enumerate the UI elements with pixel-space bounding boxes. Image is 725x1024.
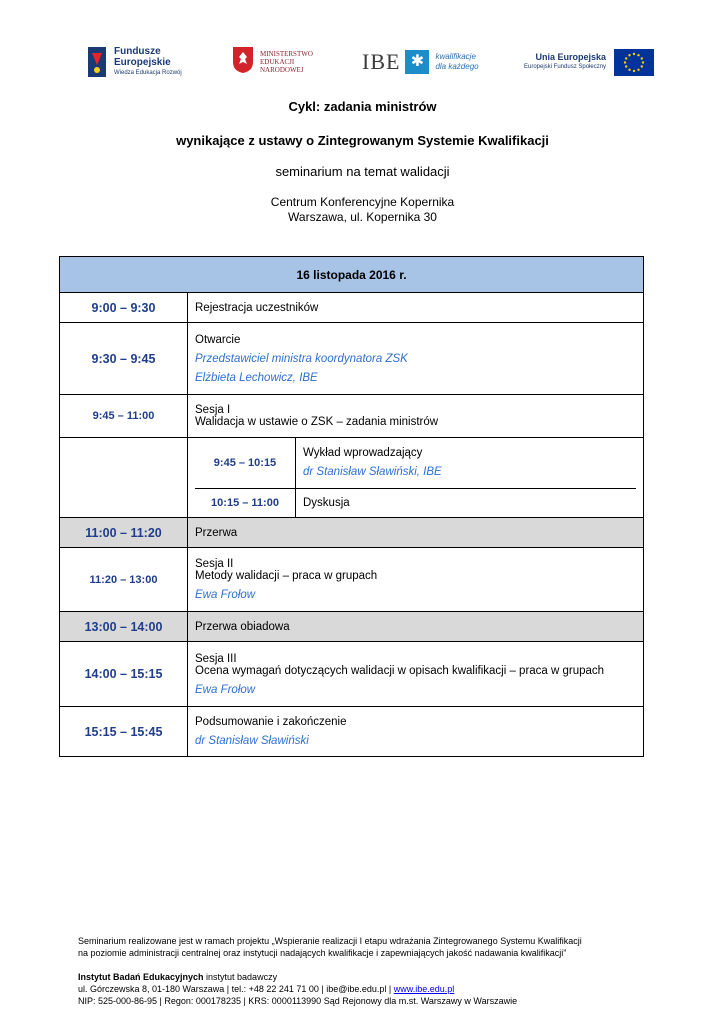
table-row: [60, 518, 644, 548]
ibe-slogan1: kwalifikacje: [435, 52, 476, 61]
footer-address: [78, 983, 678, 995]
ue-line1: Unia Europejska: [535, 52, 607, 62]
mn-line1: MINISTERSTWO: [260, 50, 313, 58]
agenda-date: 16 listopada 2016 r.: [60, 257, 644, 293]
row-time: 9:00 – 9:30: [60, 293, 188, 323]
mn-line3: NARODOWEJ: [260, 66, 304, 74]
fe-emblem-icon: [86, 43, 108, 81]
footer-registry: NIP: 525-000-86-95 | Regon: 000178235 | KRS: 0000113990 Sąd Rejonowy dla m.st. Warszawy w Warszawie: [78, 996, 518, 1006]
row-text: Przerwa obiadowa: [188, 612, 644, 642]
row-time: 9:45 – 11:00: [60, 395, 188, 438]
table-row: [60, 548, 644, 612]
table-row: [60, 293, 644, 323]
address-text: ul. Górczewska 8, 01-180 Warszawa | tel.: +48 22 241 71 00 | ibe@ibe.edu.pl |: [78, 984, 394, 994]
agenda-table: [59, 256, 644, 757]
row-time: 9:30 – 9:45: [60, 323, 188, 395]
row-speaker: Ewa Frołow: [195, 683, 256, 696]
org-type: instytut badawczy: [203, 972, 278, 982]
table-row: [60, 612, 644, 642]
footer-org: [78, 971, 678, 983]
footer: [78, 935, 678, 1007]
page-title: Cykl: zadania ministrów: [288, 99, 437, 114]
person-icon: ✱: [405, 50, 429, 74]
row-time: 11:20 – 13:00: [60, 548, 188, 612]
row-speaker: Przedstawiciel ministra koordynatora ZSK: [195, 352, 408, 365]
ibe-slogan2: dla każdego: [435, 62, 479, 71]
row-line2: Ocena wymagań dotyczących walidacji w opisach kwalifikacji – praca w grupach: [195, 664, 605, 677]
polish-eagle-icon: [232, 46, 254, 79]
footer-project-line1: Seminarium realizowane jest w ramach projektu „Wspieranie realizacji I etapu wdrażania Zintegrowanego Systemu Kwalifikacji: [78, 936, 582, 946]
row-time: 14:00 – 15:15: [60, 642, 188, 707]
table-row: [60, 438, 644, 518]
row-text: Otwarcie: [195, 333, 241, 346]
row-line1: Sesja III: [195, 652, 237, 665]
row-speaker: Ewa Frołow: [195, 589, 256, 601]
row-line2: Metody walidacji – praca w grupach: [195, 570, 378, 582]
website-link[interactable]: www.ibe.edu.pl: [393, 984, 455, 994]
row-text: Rejestracja uczestników: [188, 293, 644, 323]
row-line1: Sesja II: [195, 558, 234, 570]
ue-line2: Europejski Fundusz Społeczny: [524, 64, 607, 70]
row-speaker: Elżbieta Lechowicz, IBE: [195, 371, 318, 384]
table-row: [60, 395, 644, 438]
eu-flag-icon: [614, 49, 654, 76]
sub-speaker: dr Stanisław Sławiński, IBE: [303, 466, 442, 479]
men-logo: [232, 40, 313, 84]
table-row: [60, 323, 644, 395]
sub-row: [195, 488, 636, 517]
org-name: Instytut Badań Edukacyjnych: [78, 972, 204, 982]
venue-address: Warszawa, ul. Kopernika 30: [288, 210, 437, 224]
row-time: 13:00 – 14:00: [60, 612, 188, 642]
page-subtitle: wynikające z ustawy o Zintegrowanym Systemie Kwalifikacji: [176, 133, 549, 148]
fe-line2: Europejskie: [114, 56, 171, 68]
venue: [0, 195, 725, 225]
row-time: 15:15 – 15:45: [60, 707, 188, 757]
sub-sessions: [188, 438, 644, 518]
row-time: 11:00 – 11:20: [60, 518, 188, 548]
row-speaker: dr Stanisław Sławiński: [195, 735, 309, 747]
sub-text: Dyskusja: [303, 496, 350, 509]
row-text: Podsumowanie i zakończenie: [195, 716, 347, 728]
ibe-logo: [362, 40, 479, 84]
mn-line2: EDUKACJI: [260, 58, 295, 66]
table-row: [60, 642, 644, 707]
sub-time: 9:45 – 10:15: [195, 438, 296, 488]
ibe-name: IBE: [362, 49, 401, 74]
footer-project-line2: na poziomie administracji centralnej oraz instytucji nadających kwalifikacje i zapewniających jakość nadawania kwalifikacji”: [78, 948, 567, 958]
fe-line1: Fundusze: [114, 45, 161, 57]
seminar-topic: seminarium na temat walidacji: [275, 164, 450, 179]
row-line1: Sesja I: [195, 404, 231, 416]
sub-row: [195, 438, 636, 488]
sub-text: Wykład wprowadzający: [303, 447, 423, 460]
logo-bar: [0, 40, 725, 90]
fe-line3: Wiedza Edukacja Rozwój: [114, 69, 182, 76]
row-text: Przerwa: [188, 518, 644, 548]
venue-name: Centrum Konferencyjne Kopernika: [270, 195, 455, 209]
sub-time: 10:15 – 11:00: [195, 488, 296, 517]
row-line2: Walidacja w ustawie o ZSK – zadania ministrów: [195, 416, 439, 428]
fundusze-europejskie-logo: [86, 40, 182, 84]
unia-europejska-logo: [524, 40, 654, 84]
empty-cell: [60, 438, 188, 518]
table-row: [60, 707, 644, 757]
